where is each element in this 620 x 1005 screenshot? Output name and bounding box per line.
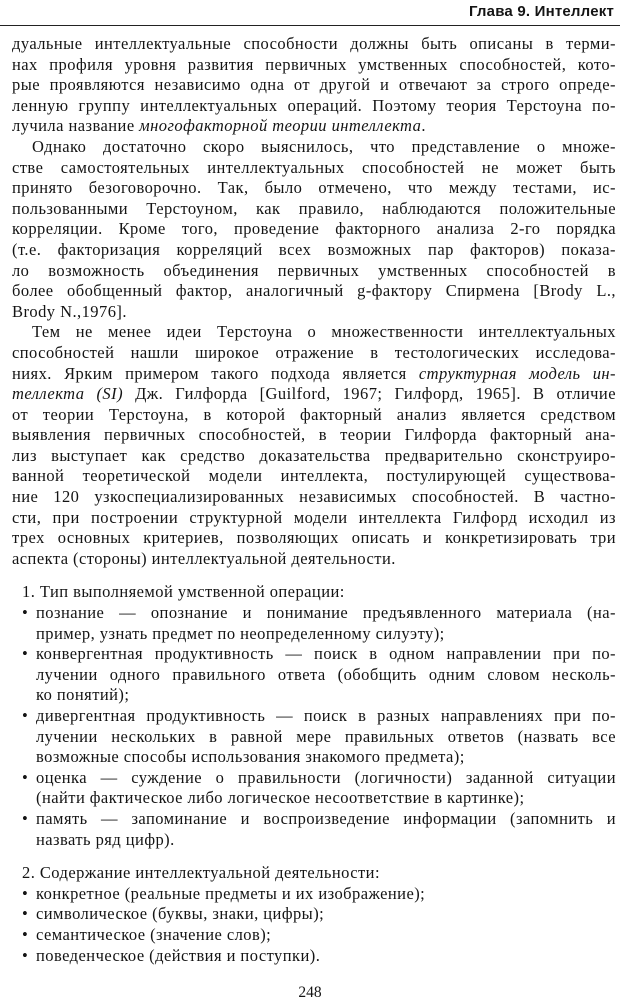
list-item: [12, 644, 616, 665]
term-italic: структурная модель ин-: [418, 363, 616, 383]
list-item-text: конвергентная продуктивность — поиск в одном направлении при по-: [36, 644, 616, 664]
bullet-icon: •: [22, 924, 29, 944]
text-line: [12, 116, 616, 137]
text-line: пользованными Терстоуном, как правило, наблюдаются положительные: [12, 198, 616, 218]
text-line: (т.е. факторизация корреляций всех возможных пар факторов) показа-: [12, 239, 616, 259]
operations-list: [12, 582, 616, 850]
text-line: [12, 364, 616, 385]
list-item-text: познание — опознание и понимание предъявленного материала (на-: [36, 603, 616, 623]
bullet-icon: •: [22, 945, 29, 965]
term-italic: теллекта (: [12, 384, 103, 404]
bullet-icon: •: [22, 644, 29, 664]
text-line: ванной теоретической модели интеллекта, постулирующей существова-: [12, 466, 616, 486]
paragraph-1: [12, 34, 616, 137]
list-item-text: символическое (буквы, знаки, цифры);: [36, 904, 325, 924]
list-item: [12, 884, 616, 905]
list-heading: 2. Содержание интеллектуальной деятельности:: [22, 863, 380, 883]
text-line: трех основных критериев, позволяющих описать и конкретизировать три: [12, 528, 616, 548]
bullet-icon: •: [22, 603, 29, 623]
text-line: рые проявляются независимо одна от другой и отвечают за строго опреде-: [12, 75, 616, 95]
list-item-continuation: пример, узнать предмет по неопределенному силуэту);: [36, 623, 445, 643]
text-line: лиз выступает как средство доказательства предварительно сконструиро-: [12, 445, 616, 465]
text-line: стве самостоятельных интеллектуальных способностей не может быть: [12, 157, 616, 177]
list-item-continuation: ко понятий);: [36, 685, 130, 705]
list-heading: 1. Тип выполняемой умственной операции:: [22, 582, 345, 602]
list-item-continuation: возможные способы использования знакомого предмета);: [36, 747, 465, 767]
list-item: [12, 768, 616, 789]
text-line: Тем не менее идеи Терстоуна о множественности интеллектуальных: [32, 322, 616, 342]
text-line: сти, при построении структурной модели интеллекта Гилфорд исходил из: [12, 507, 616, 527]
header-rule: [0, 25, 620, 26]
list-item: [12, 809, 616, 830]
term-abbreviation: SI: [102, 384, 118, 404]
content-list: [12, 863, 616, 966]
bullet-icon: •: [22, 706, 29, 725]
text-line: Однако достаточно скоро выяснилось, что представление о множе-: [32, 136, 616, 156]
list-item: [12, 706, 616, 727]
list-item-continuation: лучении одного правильного ответа (обобщить одним словом несколь-: [36, 664, 616, 684]
list-item-continuation: лучении нескольких в равной мере правильных ответов (назвать все: [36, 726, 616, 746]
page-number: 248: [298, 984, 322, 1001]
list-item-text: дивергентная продуктивность — поиск в разных направлениях при по-: [36, 706, 616, 725]
term-italic: ): [117, 384, 124, 404]
text-line: Brody N.,1976].: [12, 301, 127, 321]
text-line: аспекта (стороны) интеллектуальной деятельности.: [12, 548, 396, 568]
list-item: [12, 946, 616, 967]
text-line: принято безоговорочно. Так, было отмечено, что между тестами, ис-: [12, 178, 616, 198]
text-line: ние 120 узкоспециализированных независимых способностей. В частно-: [12, 487, 616, 507]
list-item: [12, 925, 616, 946]
text-span: ниях. Ярким примером такого подхода является: [12, 363, 419, 383]
text-span: Дж. Гилфорда [Guilford, 1967; Гилфорд, 1965]. В отличие: [123, 384, 616, 404]
text-line: дуальные интеллектуальные способности должны быть описаны в терми-: [12, 34, 616, 53]
list-item-text: семантическое (значение слов);: [36, 924, 272, 944]
text-line: более обобщенный фактор, аналогичный g-фактору Спирмена [Brody L.,: [12, 281, 616, 301]
text-line: от теории Терстоуна, в которой факторный анализ является средством: [12, 404, 616, 424]
list-item-text: поведенческое (действия и поступки).: [36, 945, 321, 965]
list-item-continuation: (найти фактическое либо логическое несоответствие в картинке);: [36, 788, 525, 808]
text-span: .: [421, 116, 426, 136]
bullet-icon: •: [22, 767, 29, 787]
term-italic: многофакторной теории интеллекта: [139, 116, 422, 136]
chapter-title: Глава 9. Интеллект: [468, 3, 614, 20]
page-body: [12, 34, 616, 966]
list-item-text: оценка — суждение о правильности (логичности) заданной ситуации: [36, 767, 616, 787]
bullet-icon: •: [22, 883, 29, 903]
text-line: ло возможность объединения первичных умственных способностей в: [12, 260, 616, 280]
paragraph-3: [12, 322, 616, 569]
list-item-continuation: назвать ряд цифр).: [36, 829, 175, 849]
list-item-text: конкретное (реальные предметы и их изображение);: [36, 883, 426, 903]
text-line: способностей нашли широкое отражение в тестологических исследова-: [12, 342, 616, 362]
running-header: [0, 0, 620, 24]
text-span: лучила название: [12, 116, 140, 136]
text-line: выявления первичных способностей, в теории Гилфорда факторный ана-: [12, 425, 616, 445]
text-line: корреляции. Кроме того, проведение факторного анализа 2-го порядка: [12, 219, 616, 239]
text-line: ленную группу интеллектуальных операций. Поэтому теория Терстоуна по-: [12, 95, 616, 115]
list-item: [12, 904, 616, 925]
text-line: нах профиля уровня развития первичных умственных способностей, кото-: [12, 54, 616, 74]
bullet-icon: •: [22, 808, 29, 828]
text-line: [12, 384, 616, 405]
list-item-text: память — запоминание и воспроизведение информации (запомнить и: [36, 808, 616, 828]
paragraph-2: [12, 137, 616, 322]
list-item: [12, 603, 616, 624]
bullet-icon: •: [22, 904, 29, 924]
